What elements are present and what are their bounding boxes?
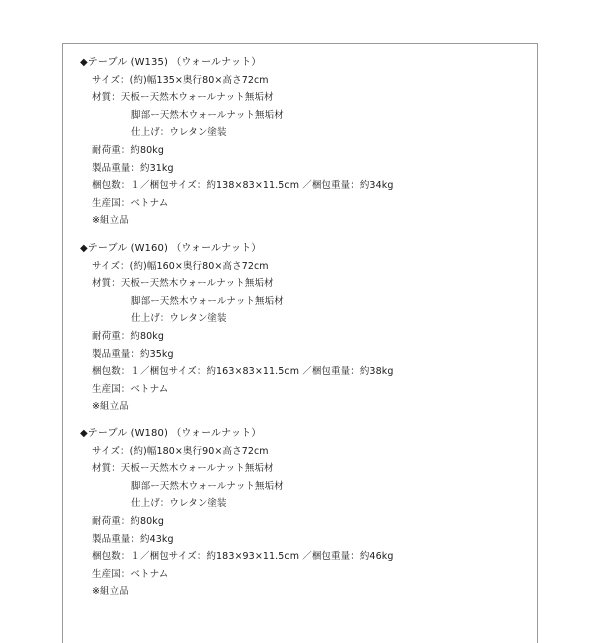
material-line: 材質：天板ー天然木ウォールナット無垢材 (92, 463, 274, 475)
package-line: 梱包数：１／梱包サイズ：約183×93×11.5cm ／梱包重量：約46kg (92, 551, 394, 563)
spec-box (62, 43, 538, 643)
material-legs-line: 脚部ー天然木ウォールナット無垢材 (131, 295, 284, 307)
assembly-note: ※組立品 (92, 215, 129, 227)
finish-line: 仕上げ：ウレタン塗装 (131, 498, 227, 510)
finish-line: 仕上げ：ウレタン塗装 (131, 313, 227, 325)
spec-section-w135 (80, 54, 520, 230)
material-line: 材質：天板ー天然木ウォールナット無垢材 (92, 92, 274, 104)
package-line: 梱包数：１／梱包サイズ：約138×83×11.5cm ／梱包重量：約34kg (92, 180, 394, 192)
finish-line: 仕上げ：ウレタン塗装 (131, 127, 227, 139)
origin-line: 生産国：ベトナム (92, 197, 169, 209)
assembly-note: ※組立品 (92, 401, 129, 413)
section-heading: ◆テーブル (W160) （ウォールナット） (80, 243, 262, 254)
assembly-note: ※組立品 (92, 586, 129, 598)
weight-line: 製品重量：約35kg (92, 348, 174, 360)
weight-line: 製品重量：約43kg (92, 533, 174, 545)
material-line: 材質：天板ー天然木ウォールナット無垢材 (92, 278, 274, 290)
origin-line: 生産国：ベトナム (92, 383, 169, 395)
spec-section-w160 (80, 240, 520, 416)
size-line: サイズ：(約)幅135×奥行80×高さ72cm (92, 74, 269, 86)
weight-line: 製品重量：約31kg (92, 162, 174, 174)
section-heading: ◆テーブル (W180) （ウォールナット） (80, 428, 262, 439)
material-legs-line: 脚部ー天然木ウォールナット無垢材 (131, 480, 284, 492)
spec-section-w180 (80, 425, 520, 601)
origin-line: 生産国：ベトナム (92, 568, 169, 580)
size-line: サイズ：(約)幅160×奥行80×高さ72cm (92, 260, 269, 272)
size-line: サイズ：(約)幅180×奥行90×高さ72cm (92, 445, 269, 457)
load-line: 耐荷重：約80kg (92, 515, 165, 527)
load-line: 耐荷重：約80kg (92, 144, 165, 156)
material-legs-line: 脚部ー天然木ウォールナット無垢材 (131, 109, 284, 121)
package-line: 梱包数：１／梱包サイズ：約163×83×11.5cm ／梱包重量：約38kg (92, 366, 394, 378)
load-line: 耐荷重：約80kg (92, 330, 165, 342)
section-heading: ◆テーブル (W135) （ウォールナット） (80, 57, 262, 68)
